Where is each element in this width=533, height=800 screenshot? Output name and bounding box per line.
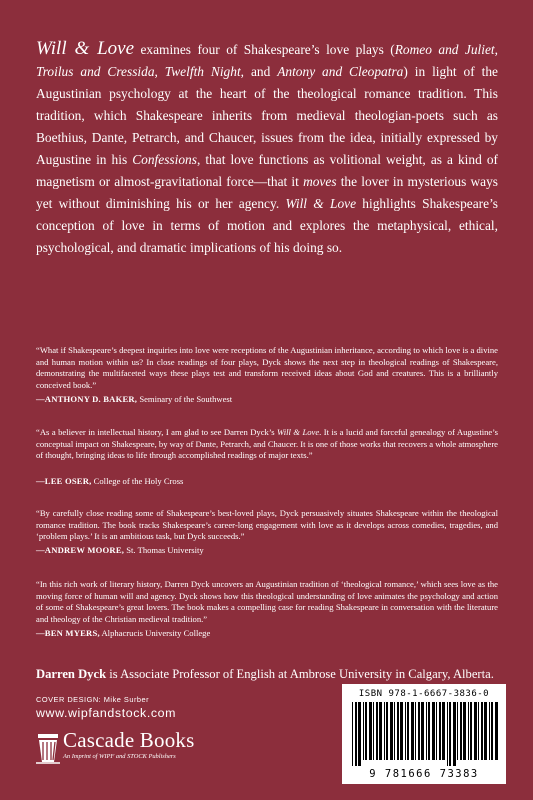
barcode-bar bbox=[415, 702, 416, 760]
publisher-website[interactable]: www.wipfandstock.com bbox=[36, 706, 177, 720]
book-title: Will & Love bbox=[36, 38, 135, 59]
barcode-bar bbox=[376, 702, 378, 760]
review-attribution bbox=[36, 545, 204, 556]
reviewer-name: —BEN MYERS, bbox=[36, 628, 100, 638]
barcode-bar bbox=[411, 702, 414, 760]
barcode-bar bbox=[432, 702, 435, 760]
barcode-bar bbox=[474, 702, 477, 760]
reviewer-affiliation: Alphacrucis University College bbox=[99, 628, 211, 638]
barcode-bar bbox=[384, 702, 385, 760]
barcode-bar bbox=[365, 702, 367, 760]
reviewer-affiliation: Seminary of the Southwest bbox=[137, 394, 233, 404]
book-description: Will & Love examines four of Shakespeare’s love plays (Romeo and Juliet, Troilus and Cressida, Twelfth Night, and Antony and Cleopatra) in light of the Augustinian psychology at the heart of the theological romance tradition. This tradition, which Shakespeare inherits from medieval theologian-poets such as Boethius, Dante, Petrarch, and Chaucer, issues from the idea, initially expressed by Augustine in his Confessions, that love functions as volitional weight, as a kind of magnetism or almost-gravitational force—that it moves the lover in mysterious ways yet without diminishing his or her agency. Will & Love highlights Shakespeare’s conception of love in terms of motion and explores the metaphysical, ethical, psychological, and dramatic implications of his doing so. bbox=[36, 38, 498, 255]
barcode-bar bbox=[447, 702, 448, 766]
barcode-bar bbox=[436, 702, 437, 760]
barcode-bar bbox=[449, 702, 451, 766]
barcode-bar bbox=[426, 702, 427, 760]
barcode-bar bbox=[439, 702, 441, 760]
review-quote: “In this rich work of literary history, Darren Dyck uncovers an Augustinian tradition of ‘theological romance,’ which sees love as the moving force of human will and agency. Dyck shows how this theological understanding of love animates the psychology and action of some of Shakespeare’s great lovers. The book makes a compelling case for reading Shakespeare in conversation with the literature and theology of the Christian medieval tradition.” bbox=[36, 579, 498, 624]
barcode-bar bbox=[457, 702, 458, 760]
barcode-bar bbox=[463, 702, 466, 760]
author-name: Darren Dyck bbox=[36, 667, 107, 681]
isbn-barcode bbox=[342, 684, 506, 784]
barcode-bar bbox=[470, 702, 472, 760]
barcode-bar bbox=[453, 702, 456, 766]
barcode-bar bbox=[478, 702, 479, 760]
barcode-bars bbox=[352, 702, 498, 766]
barcode-bar bbox=[460, 702, 462, 760]
barcode-bar bbox=[405, 702, 406, 760]
barcode-bar bbox=[355, 702, 357, 766]
review-attribution bbox=[36, 628, 210, 639]
barcode-bar bbox=[428, 702, 430, 760]
barcode-bar bbox=[379, 702, 382, 760]
publisher-name: Cascade Books bbox=[63, 728, 195, 752]
barcode-bar bbox=[352, 702, 353, 766]
barcode-bar bbox=[400, 702, 403, 760]
review-quote: “As a believer in intellectual history, I am glad to see Darren Dyck’s Will & Love. It is a lucid and forceful genealogy of Augustine’s conceptual impact on Shakespeare, by way of Dante, Petrarch, and Chaucer. It is one of those works that recovers a whole atmosphere of thought, bringing ideas to life through accomplished readings of major texts.” bbox=[36, 427, 498, 461]
barcode-bar bbox=[442, 702, 445, 760]
cascade-waterfall-icon bbox=[36, 730, 60, 764]
barcode-bar bbox=[394, 702, 395, 760]
reviewer-affiliation: College of the Holy Cross bbox=[91, 476, 184, 486]
book-title: Will & Love bbox=[277, 427, 320, 437]
barcode-bar bbox=[386, 702, 388, 760]
reviewer-affiliation: St. Thomas University bbox=[124, 545, 204, 555]
reviewer-name: —ANDREW MOORE, bbox=[36, 545, 125, 555]
reviewer-name: —ANTHONY D. BAKER, bbox=[36, 394, 138, 404]
barcode-bar bbox=[489, 702, 490, 760]
play-title: Twelfth Night bbox=[164, 64, 241, 79]
barcode-digits: 9 781666 73383 bbox=[369, 768, 479, 780]
barcode-bar bbox=[491, 702, 493, 760]
barcode-bar bbox=[390, 702, 393, 760]
barcode-bar bbox=[484, 702, 487, 760]
book-title: Will & Love bbox=[285, 196, 357, 211]
cover-design-credit: COVER DESIGN: Mike Surber bbox=[36, 695, 150, 704]
review-quote: “What if Shakespeare’s deepest inquiries into love were receptions of the Augustinian inheritance, according to which love is a divine and human motion within us? In close readings of four plays, Dyck shows the next step in theological readings of Shakespeare, demonstrating the multifaceted ways these plays test and transform received ideas about God and creatures. This is a brilliantly conceived book.” bbox=[36, 345, 498, 390]
play-title: Troilus and Cressida bbox=[36, 64, 155, 79]
barcode-bar bbox=[358, 702, 361, 766]
barcode-bar bbox=[369, 702, 372, 760]
barcode-bar bbox=[418, 702, 420, 760]
barcode-bar bbox=[421, 702, 424, 760]
review-attribution bbox=[36, 476, 183, 487]
author-bio: Darren Dyck is Associate Professor of English at Ambrose University in Calgary, Alberta. bbox=[36, 667, 494, 681]
barcode-bar bbox=[397, 702, 399, 760]
play-title: Antony and Cleopatra bbox=[277, 64, 404, 79]
play-title: Romeo and Juliet bbox=[394, 42, 495, 57]
barcode-bar bbox=[468, 702, 469, 760]
barcode-bar bbox=[373, 702, 374, 760]
reviewer-name: —LEE OSER, bbox=[36, 476, 92, 486]
publisher-tagline: An Imprint of WIPF and STOCK Publishers bbox=[63, 753, 176, 760]
isbn-label: ISBN 978-1-6667-3836-0 bbox=[358, 689, 490, 699]
barcode-bar bbox=[407, 702, 409, 760]
barcode-bar bbox=[495, 702, 498, 760]
review-attribution bbox=[36, 394, 232, 405]
review-quote: “By carefully close reading some of Shakespeare’s best-loved plays, Dyck persuasively situates Shakespeare within the theological romance tradition. The book tracks Shakespeare’s career-long engagement with love as it develops across comedies, tragedies, and ‘problem plays.’ It is an ambitious task, but Dyck succeeds.” bbox=[36, 508, 498, 542]
barcode-bar bbox=[481, 702, 483, 760]
publisher-logo bbox=[36, 728, 236, 772]
barcode-bar bbox=[363, 702, 364, 760]
